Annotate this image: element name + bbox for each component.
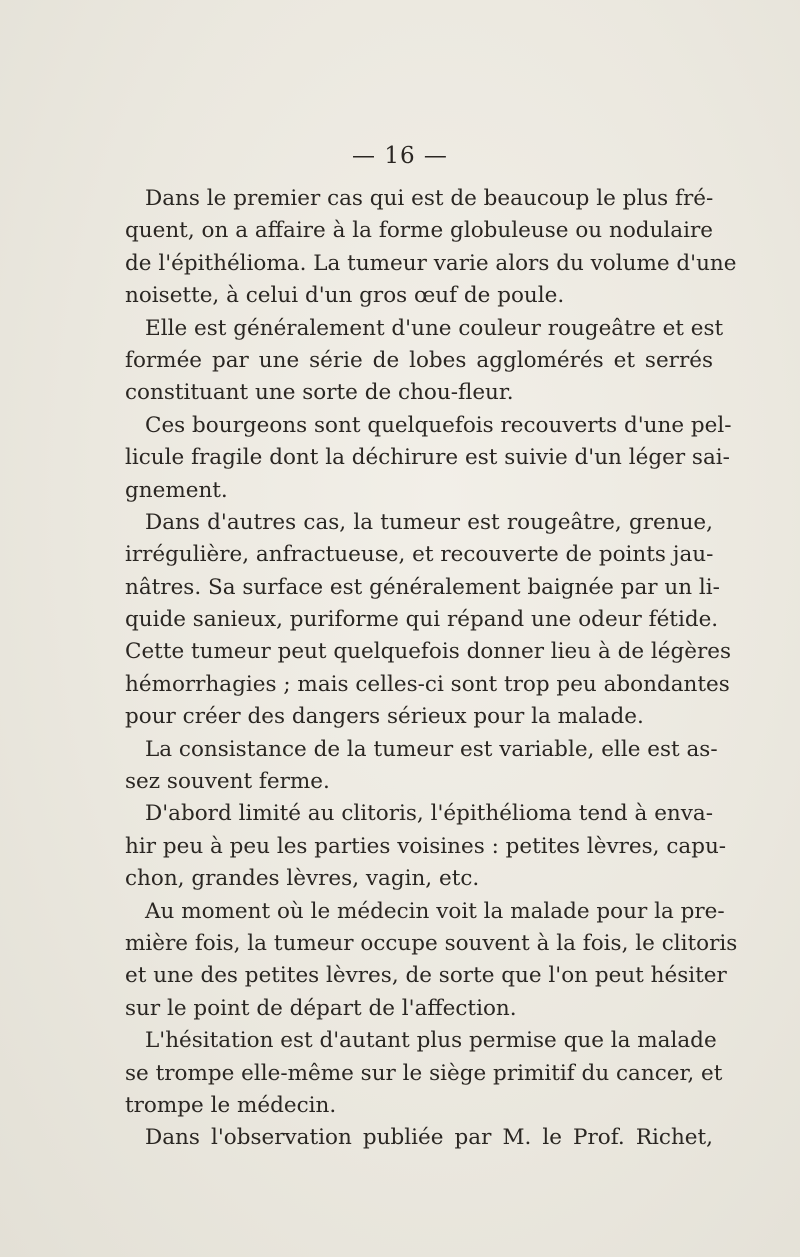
text-line: mière fois, la tumeur occupe souvent à la fois, le clitoris xyxy=(125,930,738,956)
text-line: Dans d'autres cas, la tumeur est rougeâtre, grenue, xyxy=(145,509,713,535)
paragraph xyxy=(125,734,718,799)
body-text xyxy=(125,183,738,1155)
text-line: La consistance de la tumeur est variable, elle est as- xyxy=(145,736,718,762)
page-number: — 16 — xyxy=(352,143,448,169)
paragraph xyxy=(125,1122,713,1154)
text-line: sez souvent ferme. xyxy=(125,769,330,795)
text-line: D'abord limité au clitoris, l'épithélioma tend à enva- xyxy=(145,801,713,827)
paragraph xyxy=(125,896,738,1026)
text-line: gnement. xyxy=(125,477,228,503)
paragraph xyxy=(125,410,732,507)
text-line: noisette, à celui d'un gros œuf de poule. xyxy=(125,283,565,309)
text-line: chon, grandes lèvres, vagin, etc. xyxy=(125,866,480,892)
text-line: et une des petites lèvres, de sorte que l'on peut hésiter xyxy=(125,963,727,989)
text-line: de l'épithélioma. La tumeur varie alors du volume d'une xyxy=(125,250,737,276)
paragraph xyxy=(125,183,737,313)
text-line: Elle est généralement d'une couleur rougeâtre et est xyxy=(145,315,724,341)
text-line: Cette tumeur peut quelquefois donner lieu à de légères xyxy=(125,639,732,665)
text-line: hir peu à peu les parties voisines : petites lèvres, capu- xyxy=(125,833,727,859)
text-line: quent, on a affaire à la forme globuleuse ou nodulaire xyxy=(125,218,713,244)
text-line: L'hésitation est d'autant plus permise que la malade xyxy=(145,1028,717,1054)
text-line: se trompe elle-même sur le siège primitif du cancer, et xyxy=(125,1060,723,1086)
text-line: licule fragile dont la déchirure est suivie d'un léger sai- xyxy=(125,445,730,471)
text-line: nâtres. Sa surface est généralement baignée par un li- xyxy=(125,574,720,600)
text-line: formée par une série de lobes agglomérés et serrés xyxy=(125,347,713,373)
paragraph xyxy=(125,507,732,734)
text-line: trompe le médecin. xyxy=(125,1092,337,1118)
text-line: Dans l'observation publiée par M. le Prof. Richet, xyxy=(145,1125,713,1151)
text-line: sur le point de départ de l'affection. xyxy=(125,995,517,1021)
text-line: constituant une sorte de chou-fleur. xyxy=(125,380,514,406)
text-line: quide sanieux, puriforme qui répand une odeur fétide. xyxy=(125,607,719,633)
text-line: Ces bourgeons sont quelquefois recouverts d'une pel- xyxy=(145,412,732,438)
paragraph xyxy=(125,798,727,895)
paragraph xyxy=(125,313,724,410)
text-line: pour créer des dangers sérieux pour la malade. xyxy=(125,704,644,730)
paragraph xyxy=(125,1025,723,1122)
text-line: Au moment où le médecin voit la malade pour la pre- xyxy=(145,898,725,924)
text-line: Dans le premier cas qui est de beaucoup le plus fré- xyxy=(145,186,714,211)
text-line: irrégulière, anfractueuse, et recouverte de points jau- xyxy=(125,542,714,568)
text-line: hémorrhagies ; mais celles-ci sont trop peu abondantes xyxy=(125,671,730,697)
